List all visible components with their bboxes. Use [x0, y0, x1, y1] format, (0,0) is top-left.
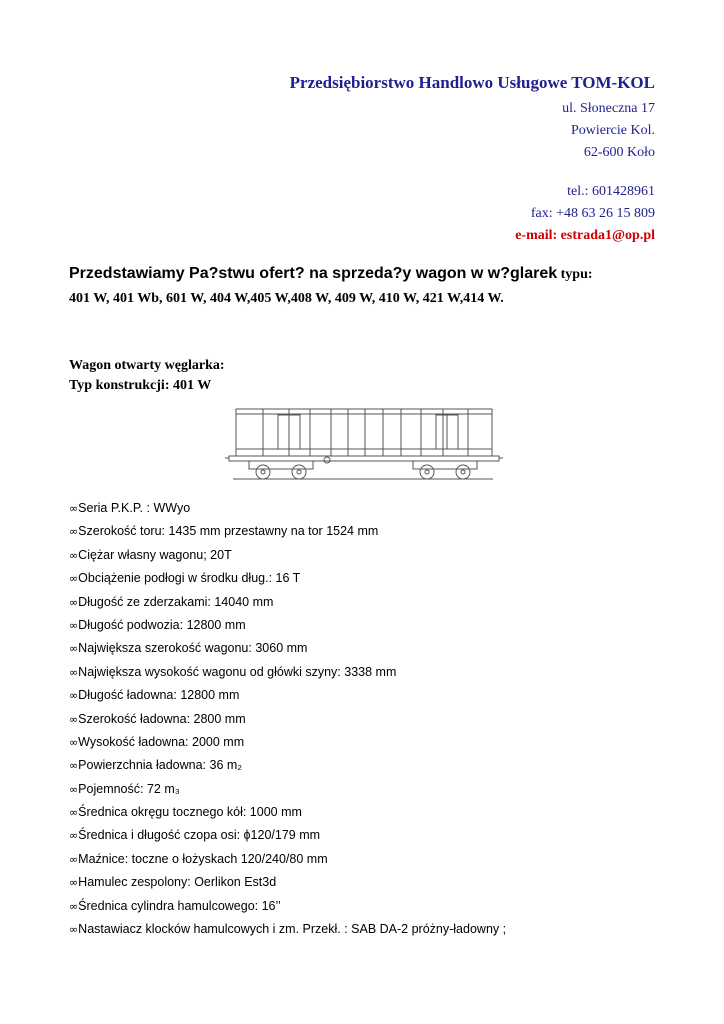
bullet-icon: ∞	[69, 923, 79, 937]
wheel	[420, 465, 434, 479]
bullet-icon: ∞	[69, 595, 79, 609]
offer-wagon-types: 401 W, 401 Wb, 601 W, 404 W,405 W,408 W, 409 W, 410 W, 421 W,414 W.	[69, 291, 504, 306]
company-name: Przedsiębiorstwo Handlowo Usługowe TOM-KOL	[289, 73, 655, 92]
spec-item	[69, 848, 506, 871]
spec-text: Największa wysokość wagonu od główki szyny: 3338 mm	[78, 664, 397, 679]
email-address: e-mail: estrada1@op.pl	[515, 228, 655, 243]
bullet-icon: ∞	[69, 572, 79, 586]
address-town: Powiercie Kol.	[571, 123, 655, 138]
phone-number: tel.: 601428961	[567, 184, 655, 199]
spec-item	[69, 824, 506, 847]
bullet-icon: ∞	[69, 712, 79, 726]
bullet-icon: ∞	[69, 829, 79, 843]
spec-text: Średnica okręgu tocznego kół: 1000 mm	[78, 805, 302, 820]
spec-text: Nastawiacz klocków hamulcowych i zm. Przekł. : SAB DA-2 próżny-ładowny ;	[78, 922, 507, 937]
bullet-icon: ∞	[69, 782, 79, 796]
spec-text: Obciążenie podłogi w środku dług.: 16 T	[78, 571, 301, 586]
spec-text: Średnica i długość czopa osi: ϕ120/179 mm	[78, 828, 321, 843]
spec-item	[69, 731, 506, 754]
bullet-icon: ∞	[69, 642, 79, 656]
spec-text: Powierzchnia ładowna: 36 m₂	[78, 758, 243, 773]
offer-headline-suffix: typu:	[557, 267, 593, 282]
spec-text: Wysokość ładowna: 2000 mm	[78, 734, 245, 749]
spec-item	[69, 567, 506, 590]
wheel	[256, 465, 270, 479]
wagon-construction-type: Typ konstrukcji: 401 W	[69, 378, 212, 393]
bullet-icon: ∞	[69, 759, 79, 773]
bullet-icon: ∞	[69, 689, 79, 703]
spec-item	[69, 778, 506, 801]
spec-item	[69, 591, 506, 614]
wheel	[456, 465, 470, 479]
bullet-icon: ∞	[69, 548, 79, 562]
spec-text: Szerokość ładowna: 2800 mm	[78, 711, 246, 726]
spec-item	[69, 754, 506, 777]
offer-headline-text: Przedstawiamy Pa?stwu ofert? na sprzeda?y wagon w w?glarek	[69, 265, 558, 282]
fax-number: fax: +48 63 26 15 809	[530, 206, 655, 221]
address-street: ul. Słoneczna 17	[562, 101, 655, 116]
spec-item	[69, 895, 506, 918]
wagon-heading	[69, 356, 225, 396]
spec-text: Długość ze zderzakami: 14040 mm	[78, 594, 274, 609]
specification-list	[69, 497, 506, 941]
spec-item	[69, 637, 506, 660]
spec-text: Hamulec zespolony: Oerlikon Est3d	[78, 875, 277, 890]
offer-intro	[69, 264, 669, 309]
bullet-icon: ∞	[69, 899, 79, 913]
spec-text: Maźnice: toczne o łożyskach 120/240/80 mm	[78, 851, 328, 866]
spec-item	[69, 614, 506, 637]
wagon-title: Wagon otwarty węglarka:	[69, 358, 225, 373]
spec-item	[69, 684, 506, 707]
bullet-icon: ∞	[69, 852, 79, 866]
spec-text: Długość podwozia: 12800 mm	[78, 617, 246, 632]
wagon-drawing	[223, 406, 503, 482]
spec-item	[69, 520, 506, 543]
spec-text: Ciężar własny wagonu; 20T	[78, 547, 232, 562]
address-postal: 62-600 Koło	[583, 145, 655, 160]
bullet-icon: ∞	[69, 525, 79, 539]
spec-item	[69, 497, 506, 520]
spec-text: Średnica cylindra hamulcowego: 16’’	[78, 898, 281, 913]
spec-text: Szerokość toru: 1435 mm przestawny na tor 1524 mm	[78, 524, 379, 539]
spec-item	[69, 708, 506, 731]
bullet-icon: ∞	[69, 665, 79, 679]
wheel	[292, 465, 306, 479]
spec-item	[69, 661, 506, 684]
spec-item	[69, 801, 506, 824]
spec-item	[69, 918, 506, 941]
spec-text: Największa szerokość wagonu: 3060 mm	[78, 641, 308, 656]
spec-text: Seria P.K.P. : WWyo	[78, 501, 191, 515]
offer-headline	[69, 264, 669, 285]
bullet-icon: ∞	[69, 876, 79, 890]
bullet-icon: ∞	[69, 735, 79, 749]
spec-text: Długość ładowna: 12800 mm	[78, 688, 240, 703]
bullet-icon: ∞	[69, 618, 79, 632]
bullet-icon: ∞	[69, 806, 79, 820]
bullet-icon: ∞	[69, 502, 79, 515]
spec-item	[69, 871, 506, 894]
spec-text: Pojemność: 72 m₃	[78, 781, 180, 796]
spec-item	[69, 544, 506, 567]
company-header	[290, 72, 655, 247]
